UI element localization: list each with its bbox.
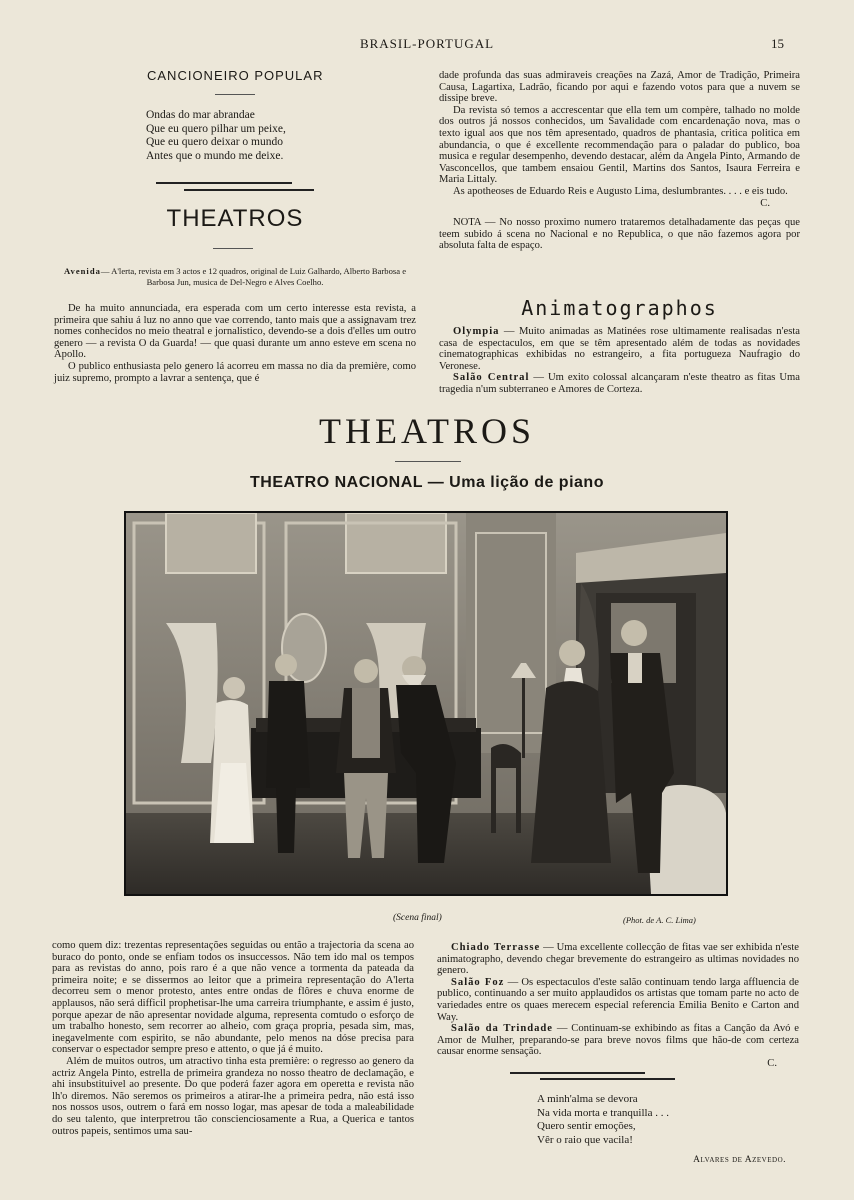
credit-text: — A'lerta, revista em 3 actos e 12 quadros, original de Luiz Galhardo, Alberto Barbosa e Barbosa Jun, musica de Del-Negro e Alves Coelho. [100,266,407,287]
feature-heading: THEATROS [318,411,535,451]
divider [156,182,292,184]
paragraph-text: — Continuam-se exhibindo as fitas a Canção da Avó e Amor de Mulher, preparando-se para breve novos films que hão-de com certeza causar enorme sensação. [437,1023,799,1058]
review-body-right [439,70,800,252]
signature: C. [767,1057,777,1069]
stage-photograph [124,511,728,896]
paragraph-text: — Muito animadas as Matinées rose ultimamente realisadas n'esta casa de espectaculos, em que se têm apresentado além de todas as novidades cinematographicas exhibidas no estrangeiro, a fita portugueza Naufragio do Veronese. [439,326,800,372]
paragraph [437,1023,799,1058]
animatographos-heading: Animatographos [521,296,718,320]
cinema-listings [437,942,799,1070]
divider [395,461,461,462]
divider [213,248,253,249]
photo-illustration [126,513,726,894]
paragraph: como quem diz: trezentas representações seguidas ou então a trajectoria da scena ao buraco do ponto, onde se enfiam todos os insuccessos. Não tem ido mal os tempos para as revistas do anno, pois raro é a que não vence a tormenta da pateada da primeira noite; e se dissermos ao leitor que a primeira representação do A'lerta decorreu sem o menor protesto, antes entre ondas de flôres e chuva enorme de applausos, não será difficil prophetisar-lhe uma carreira triumphante, e assim é justo, porque apezar de não apresentar novidade alguma, representa comtudo o esforço de um trabalho honesto, sem recorrer ao alheio, com graça propria, pesada sim, mas, inegavelmente com espirito, se não abundante, pelo menos na dóse precisa para conservar o espectador sempre preso e attento, o que já é muito. [52,940,414,1056]
paragraph: De ha muito annunciada, era esperada com um certo interesse esta revista, a primeira que sahiu á luz no anno que vae correndo, tanto mais que a assignavam trez nomes conhecidos no meio theatral e jornalistico, devendo-se a dois d'elles um outro genero — a revista O da Guarda! — que quasi durante um anno esteve em scena no Apollo. [54,303,416,361]
paragraph: Além de muitos outros, um atractivo tinha esta première: o regresso ao genero da actriz Angela Pinto, estrella de primeira grandeza no nosso theatro de declamação, e ahi insubstituivel ao presente. Do que poderá fazer agora em operetta e revista não lh'o diremos. Não seremos os primeiros a atirar-lhe a primeira pedra, não está isso nos nossos usos, outrem o fará em nosso logar, mas apesar de toda a maleabilidade do seu talento, que interpretrou tão conscienciosamente a Rua, a Querica e tantos outros papeis, sentimos uma sau- [52,1055,414,1137]
paragraph: dade profunda das suas admiraveis creações na Zazá, Amor de Tradição, Primeira Causa, Lagartixa, Ladrão, ficando por aqui e fazendo votos para que a nuvem se dissipe breve. [439,70,800,105]
paragraph-text: — Uma excellente collecção de fitas vae ser exhibida n'este animatographo, devendo chegar brevemente do estrangeiro as ultimas novidades no genero. [437,942,799,977]
paragraph: O publico enthusiasta pelo genero lá acorreu em massa no dia da première, como juiz supremo, prompto a lavrar a sentença, que é [54,360,416,384]
venue-name: Salão da Trindade [451,1023,554,1035]
paragraph [439,326,800,372]
venue-name: Avenida [63,266,101,276]
poem-line: Quero sentir emoções, [537,1120,636,1132]
photo-credit: (Phot. de A. C. Lima) [623,915,696,925]
poem-line: Vêr o raio que vacila! [537,1133,633,1146]
cancioneiro-heading: CANCIONEIRO POPULAR [147,68,324,83]
page-number: 15 [771,36,784,51]
poem-author: Alvares de Azevedo. [693,1155,786,1165]
theatros-heading: THEATROS [166,205,304,232]
feature-subtitle: THEATRO NACIONAL — Uma lição de piano [250,474,604,491]
nota-paragraph: NOTA — No nosso proximo numero trataremos detalhadamente das peças que teem subido á scena no Nacional e no Republica, o que não fazemos agora por absoluta falta de espaço. [439,217,800,252]
divider [215,94,255,95]
photo-caption: (Scena final) [393,913,442,923]
cancioneiro-poem [146,109,346,163]
divider [510,1072,645,1074]
venue-name: Salão Foz [451,976,505,988]
paragraph [437,977,799,1023]
divider [540,1078,675,1080]
avenida-credit [54,266,416,288]
review-body-bottom [52,940,414,1137]
venue-name: Chiado Terrasse [451,942,541,953]
poem-line: Que eu quero pilhar um peixe, [146,122,286,135]
venue-name: Olympia [453,326,500,337]
review-body-top [54,303,416,384]
signature: C. [760,197,770,209]
divider [184,189,314,191]
paragraph: As apotheoses de Eduardo Reis e Augusto Lima, deslumbrantes. . . . e eis tudo. [453,185,788,197]
poem-line: Ondas do mar abrandae [146,109,255,121]
paragraph [437,942,799,977]
poem-line: Antes que o mundo me deixe. [146,149,284,162]
paragraph-text: — Os espectaculos d'este salão continuam tendo larga affluencia de publico, continuando a ser muito applaudidos os artistas que tomam parte no acto de variedades entre os quaes merecem especial referencia Emilia Benito e Carton and Way. [437,976,799,1023]
paragraph-text: — Um exito colossal alcançaram n'este theatro as fitas Uma tragedia n'um subterraneo e Amores de Corteza. [439,372,800,395]
poem-line: A minh'alma se devora [537,1093,638,1105]
poem-line: Na vida morta e tranquilla . . . [537,1106,669,1119]
animatographos-body [439,326,800,396]
paragraph [439,372,800,395]
poem-line: Que eu quero deixar o mundo [146,136,284,148]
venue-name: Salão Central [453,372,530,384]
paragraph: Da revista só temos a accrescentar que ella tem um compère, talhado no molde dos outros já nossos conhecidos, um Savalidade com encardenação nova, mas o texto igual aos que nos têm apresentado, quadros de phantasia, critica politica em abundancia, o que é excellente recommendação para o paladar do publico, boa musica e regular desempenho, devendo destacar, além da Angela Pinto, Armando de Vasconcellos, que tambem ensaiou Gentil, Martins dos Santos, Isaura Ferreira e Maria Littaly. [439,104,800,186]
running-title: BRASIL-PORTUGAL [359,36,495,51]
page-header [0,36,854,54]
closing-poem [537,1093,777,1147]
